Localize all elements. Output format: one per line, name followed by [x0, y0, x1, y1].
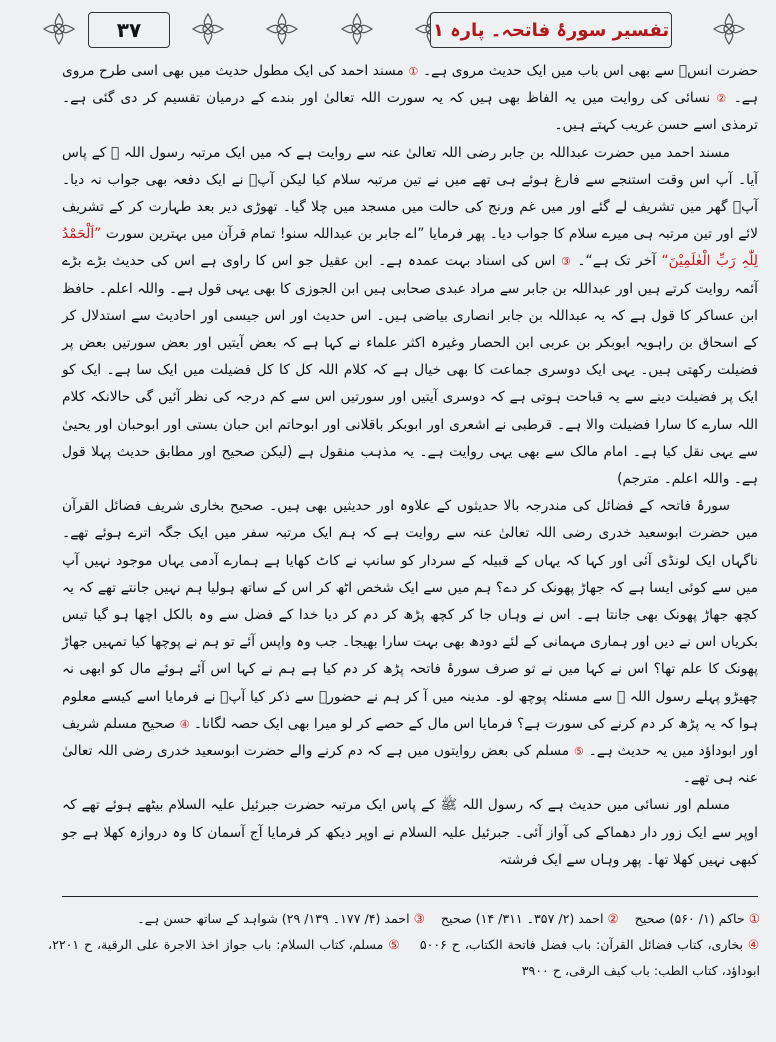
footnote-text: مسلم، کتاب السلام: باب جواز اخذ الاجرة علی الرقیة، ح ۲۲۰۱، ابوداؤد، کتاب الطب: باب کیف الرقی، ح ۳۹۰۰: [48, 937, 760, 978]
running-title-box: [430, 12, 672, 48]
text-run: صحیح مسلم شریف اور ابوداؤد میں یہ حدیث ہے۔: [62, 715, 759, 760]
page-number-box: [88, 12, 170, 48]
footnote-text: بخاری، کتاب فضائل القرآن: باب فضل فاتحة الکتاب، ح ۵۰۰۶: [419, 937, 743, 952]
page-number: ۳۷: [116, 18, 142, 42]
floral-ornament-icon: [338, 10, 376, 48]
text-run: مسلم کی بعض روایتوں میں ہے کہ دم کرنے والے حضرت ابوسعید خدری رضی اللہ تعالیٰ عنہ ہی تھے۔: [62, 743, 758, 787]
footnote-line: [48, 932, 760, 984]
footnote-line: [48, 906, 760, 932]
paragraph: [62, 493, 758, 792]
arabic-verse: ”اَلْحَمْدُ لِلّٰہِ رَبِّ الْعٰلَمِیْنَ“: [62, 226, 759, 270]
quote-run: ”اے جابر بن عبداللہ سنو! تمام قرآن میں بہترین سورت: [105, 226, 425, 243]
running-title: تفسیر سورۂ فاتحہ۔ پارہ ۱: [432, 19, 670, 41]
text-run: مسند احمد میں حضرت عبداللہ بن جابر رضی اللہ تعالیٰ عنہ سے روایت ہے کہ میں ایک مرتبہ رسول اللہ ﷺ کے پاس آیا۔ آپ اس وقت استنجے سے فارغ ہوئے ہی تھے میں نے تین مرتبہ سلام کیا لیکن آپؐ نے ایک دفعہ بھی جواب نہ دیا۔ آپؐ گھر میں تشریف لے گئے اور میں غم ورنج کی حالت میں مسجد میں چلا گیا۔ تھوڑی دیر بعد طہارت کر کے تشریف لائے اور تین مرتبہ ہی میرے سلام کا جواب دیا۔ پھر فرمایا: [62, 144, 758, 243]
page-header: [40, 8, 748, 50]
footnote-number: ④: [747, 937, 760, 952]
body-text: [62, 58, 758, 888]
floral-ornament-icon: [710, 10, 748, 48]
floral-ornament-icon: [40, 10, 78, 48]
quote-run: آخر تک ہے“۔: [577, 253, 656, 270]
paragraph: [62, 792, 758, 874]
footnote-number: ⑤: [388, 937, 401, 952]
footnote-ref: ②: [716, 92, 728, 106]
text-run: اس کی اسناد بہت عمدہ ہے۔ ابن عقیل جو اس کا راوی ہے اس کی حدیث بڑے بڑے آئمہ روایت کرتے ہیں اور عبداللہ بن جابر سے مراد عبدی صحابی ہیں ابن الجوزی کا بھی یہی قول ہے۔ واللہ اعلم۔ حافظ ابن عساکر کا قول ہے کہ یہ عبداللہ بن جابر انصاری بیاضی ہیں۔ اس حدیث اور اس جیسی اور احادیث سے استدلال کر کے اسحاق بن راہویہ ابوبکر بن عربی ابن الحصار وغیرہ اکثر علماء نے کہا ہے کہ بعض آیتیں اور بعض سورتیں بعض پر فضیلت رکھتی ہیں۔ یہی ایک دوسری جماعت کا بھی خیال ہے کہ کلام اللہ کل کا کل فضیلت میں ایک سا ہے۔ ایک کو ایک پر فضیلت دینے سے یہ قباحت ہوتی ہے کہ دوسری آیتیں اور سورتیں اس سے کم درجہ کی نظر آئیں گی حالانکہ کلام اللہ سارے کا سارا فضیلت والا ہے۔ قرطبی نے اشعری اور ابوبکر باقلانی اور ابوحاتم ابن حبان بستی اور ابوحبان اور یحییٰ سے یہی نقل کیا ہے۔ امام مالک سے بھی یہی روایت ہے۔ یہ مذہب منقول ہے (لیکن صحیح اور مطابق حدیث پہلا قول ہے۔ واللہ اعلم۔ مترجم): [62, 253, 758, 488]
text-run: سورۂ فاتحہ کے فضائل کی مندرجہ بالا حدیثوں کے علاوہ اور حدیثیں بھی ہیں۔ صحیح بخاری شریف فضائل القرآن میں حضرت ابوسعید خدری رضی اللہ تعالیٰ عنہ سے روایت ہے کہ ہم ایک مرتبہ سفر میں ایک جگہ اترے ہوئے تھے۔ ناگہاں ایک لونڈی آئی اور کہا کہ یہاں کے قبیلہ کے سردار کو سانپ نے کاٹ کھایا ہے ہمارے آدمی یہاں موجود نہیں آپ میں سے کوئی ایسا ہے کہ جھاڑ پھونک کر دے؟ ہم میں سے ایک شخص اٹھ کر اس کے ساتھ ہولیا ہم نہیں جانتے تھے کہ یہ کچھ جھاڑ پھونک بھی جانتا ہے۔ اس نے وہاں جا کر کچھ پڑھ کر دم کر دیا خدا کے فضل سے وہ بالکل اچھا ہو گیا تیس بکریاں اس نے دیں اور ہماری مہمانی کے لئے دودھ بھی بہت سارا بھیجا۔ جب وہ واپس آئے تو ہم نے پوچھا کیا تمہیں جھاڑ پھونک کا علم تھا؟ اس نے کہا میں نے تو صرف سورۂ فاتحہ پڑھ کر دم کیا ہے ہم نے کہا اس آئے ہوئے مال کو ابھی نہ چھیڑو پہلے رسول اللہ ﷺ سے مسئلہ پوچھ لو۔ مدینہ میں آ کر ہم نے حضورؐ سے ذکر کیا آپؐ نے فرمایا اسے کیسے معلوم ہوا کہ یہ پڑھ کر دم کرنے کی سورت ہے؟ فرمایا اس مال کے حصے کر لو میرا بھی ایک حصہ لگانا۔: [62, 498, 758, 732]
footnote-number: ②: [607, 911, 619, 926]
footnote-ref: ①: [408, 65, 419, 78]
text-run: مسند احمد کی ایک مطول حدیث میں بھی اسی طرح مروی ہے۔: [62, 63, 758, 107]
footnote-number: ①: [748, 911, 760, 926]
floral-ornament-icon: [263, 10, 301, 48]
text-run: مسلم اور نسائی میں حدیث ہے کہ رسول اللہ ﷺ کے پاس ایک مرتبہ حضرت جبرئیل علیہ السلام بیٹھے ہوئے تھے کہ اوپر سے ایک زور دار دھماکے کی آواز آئی۔ جبرئیل علیہ السلام نے اوپر دیکھ کر فرمایا آج آسمان کا وہ دروازہ کھلا ہے جو کبھی نہیں کھلا تھا۔ پھر وہاں سے ایک فرشتہ: [62, 797, 758, 868]
footnote-text: احمد (۴/ ۱۷۷۔ ۱۳۹/ ۲۹) شواہد کے ساتھ حسن ہے۔: [137, 911, 410, 926]
footnote-divider: [62, 896, 758, 897]
footnote-ref: ③: [560, 255, 572, 269]
paragraph: [62, 58, 758, 140]
footnote-ref: ⑤: [573, 745, 584, 759]
footnote-text: حاکم (۱/ ۵۶۰) صحیح: [634, 911, 745, 926]
footnote-number: ③: [413, 911, 425, 926]
paragraph: [62, 140, 758, 494]
footnote-text: احمد (۲/ ۳۵۷۔ ۳۱۱/ ۱۴) صحیح: [440, 911, 604, 926]
text-run: نسائی کی روایت میں یہ الفاظ بھی ہیں کہ یہ سورت اللہ تعالیٰ اور بندے کے درمیان تقسیم کر دی گئی ہے۔ ترمذی اسے حسن غریب کہتے ہیں۔: [62, 90, 758, 134]
floral-ornament-icon: [189, 10, 227, 48]
footnote-ref: ④: [179, 717, 190, 731]
footnotes: [48, 906, 760, 1026]
text-run: حضرت انسؓ سے بھی اس باب میں ایک حدیث مروی ہے۔: [422, 63, 759, 79]
